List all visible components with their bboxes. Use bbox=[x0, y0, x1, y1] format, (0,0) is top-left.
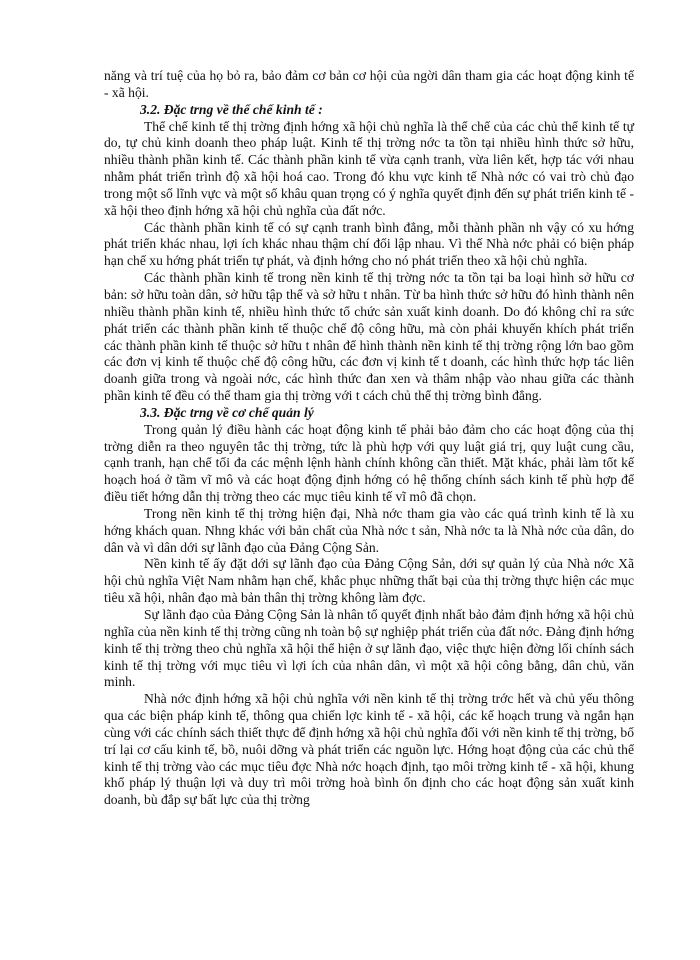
paragraph-management: Trong quản lý điều hành các hoạt động kinh tế phải bảo đảm cho các hoạt động của thị trờng diễn ra theo nguyên tắc thị trờng, tức là phù hợp với quy luật giá trị, quy luật cung cầu, cạnh tranh, hạn chế tối đa các mệnh lệnh hành chính không cần thiết. Mặt khác, phải làm tốt kế hoạch hoá ở tầm vĩ mô và các hoạt động định hớng có hệ thống chính sách kinh tế phù hợp để điều tiết hớng dẫn thị trờng theo các mục tiêu kinh tế vĩ mô đã chọn. bbox=[104, 421, 634, 505]
section-heading-3-2: 3.2. Đặc trng về thể chế kinh tế : bbox=[140, 101, 323, 117]
paragraph-state-role: Trong nền kinh tế thị trờng hiện đại, Nhà nớc tham gia vào các quá trình kinh tế là xu hớng khách quan. Nhng khác với bản chất của Nhà nớc t sản, Nhà nớc ta là Nhà nớc của dân, do dân và vì dân dới sự lãnh đạo của Đảng Cộng Sản. bbox=[104, 505, 634, 555]
paragraph-competition: Các thành phần kinh tế có sự cạnh tranh bình đẳng, mỗi thành phần nh vậy có xu hớng phát triển khác nhau, lợi ích khác nhau thậm chí đối lập nhau. Vì thế Nhà nớc phải có biện pháp hạn chế xu hớng phát triển tự phát, và định hớng cho nó phát triển theo xã hội chủ nghĩa. bbox=[104, 219, 634, 269]
paragraph-economic-institution: Thể chế kinh tế thị trờng định hớng xã hội chủ nghĩa là thể chế của các chủ thể kinh tế tự do, tự chủ kinh doanh theo pháp luật. Kinh tế thị trờng nớc ta tồn tại nhiều hình thức sở hữu, nhiều thành phần kinh tế. Các thành phần kinh tế vừa cạnh tranh, vừa liên kết, hợp tác với nhau nhằm phát triển trình độ xã hội hoá cao. Trong đó khu vực kinh tế Nhà nớc có vai trò chủ đạo trong một số lĩnh vực và một số khâu quan trọng có ý nghĩa quyết định đến sự phát triển kinh tế - xã hội theo định hớng xã hội chủ nghĩa của đất nớc. bbox=[104, 118, 634, 218]
section-heading-3-3: 3.3. Đặc trng về cơ chế quản lý bbox=[140, 404, 314, 420]
paragraph-intro-continuation: năng và trí tuệ của họ bỏ ra, bảo đảm cơ bản cơ hội của ngời dân tham gia các hoạt động kinh tế - xã hội. bbox=[104, 68, 634, 100]
paragraph-ownership-forms: Các thành phần kinh tế trong nền kinh tế thị trờng nớc ta tồn tại ba loại hình sở hữu cơ bản: sở hữu toàn dân, sở hữu tập thể và sở hữu t nhân. Từ ba hình thức sở hữu đó hình thành nên nhiều thành phần kinh tế, nhiều hình thức tổ chức sản xuất kinh doanh. Do đó không chỉ ra sức phát triển các thành phần kinh tế thuộc chế độ công hữu, mà còn phải khuyến khích phát triển các thành phần kinh tế thuộc sở hữu t nhân để hình thành nền kinh tế thị trờng rộng lớn bao gồm các đơn vị kinh tế thuộc chế độ công hữu, các đơn vị kinh tế t doanh, các hình thức hợp tác liên doanh giữa trong và ngoài nớc, các hình thức đan xen và thâm nhập vào nhau giữa các thành phần kinh tế đều có thể tham gia thị trờng với t cách chủ thể thị trờng bình đẳng. bbox=[104, 270, 634, 404]
paragraph-state-orientation: Nhà nớc định hớng xã hội chủ nghĩa với nền kinh tế thị trờng trớc hết và chủ yếu thông qua các biện pháp kinh tế, thông qua chiến lợc kinh tế - xã hội, các kế hoạch trung và ngắn hạn cùng với các chính sách thiết thực để định hớng xã hội chủ nghĩa đối với nền kinh tế thị trờng, bố trí lại cơ cấu kinh tế, bồ, nuôi dỡng và phát triển các nguồn lực. Hớng hoạt động của các chủ thể kinh tế thị trờng vào các mục tiêu đợc Nhà nớc hoạch định, tạo môi trờng kinh tế - xã hội, khung khổ pháp lý thuận lợi và duy trì môi trờng hoà bình ổn định cho các hoạt động sản xuất kinh doanh, bù đắp sự bất lực của thị trờng bbox=[104, 691, 634, 808]
paragraph-party-leadership: Nền kinh tế ấy đặt dới sự lãnh đạo của Đảng Cộng Sản, dới sự quản lý của Nhà nớc Xã hội chủ nghĩa Việt Nam nhằm hạn chế, khắc phục những thất bại của thị trờng thực hiện các mục tiêu xã hội, nhân đạo mà bản thân thị trờng không làm đợc. bbox=[104, 556, 634, 606]
paragraph-decisive-factor: Sự lãnh đạo của Đảng Cộng Sản là nhân tố quyết định nhất bảo đảm định hớng xã hội chủ nghĩa của nền kinh tế thị trờng cũng nh toàn bộ sự nghiệp phát triển của đất nớc. Đảng định hớng kinh tế thị trờng theo chủ nghĩa xã hội thể hiện ở sự lãnh đạo, việc thực hiện đờng lối chính sách kinh tế thị trờng với mục tiêu vì lợi ích của nhân dân, vì một xã hội công bằng, dân chủ, văn minh. bbox=[104, 607, 634, 690]
